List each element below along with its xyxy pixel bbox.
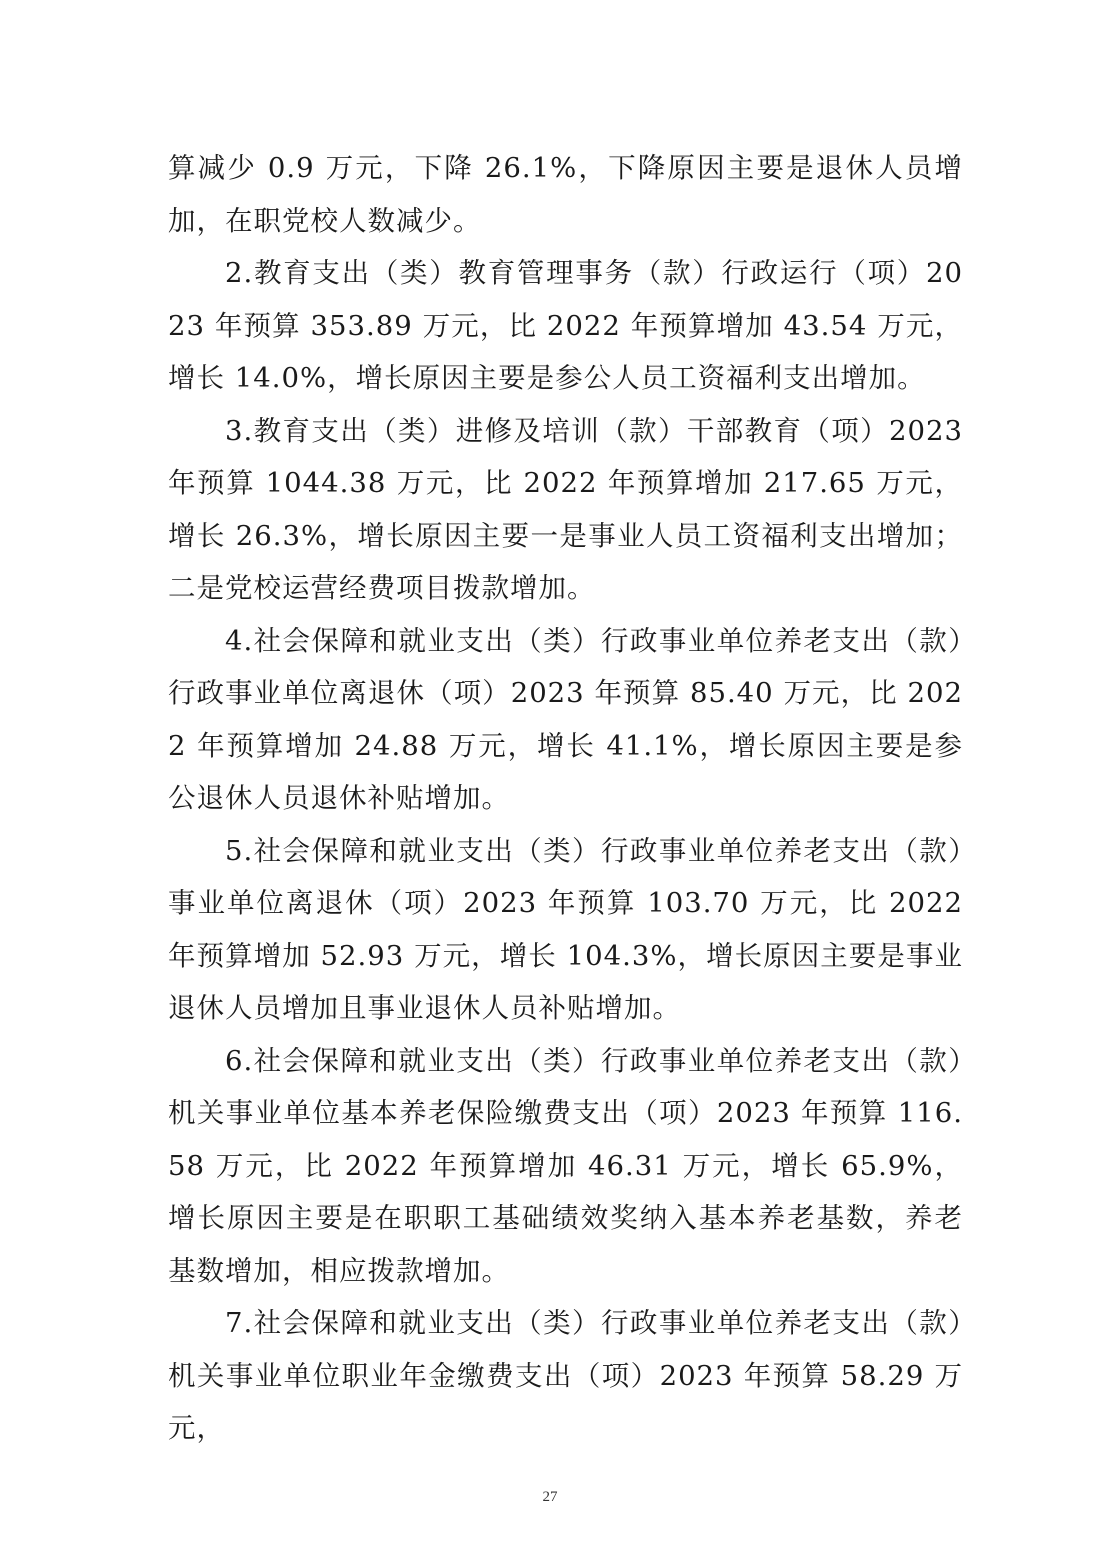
paragraph-item-3: 3.教育支出（类）进修及培训（款）干部教育（项）2023 年预算 1044.38 万元，比 2022 年预算增加 217.65 万元，增长 26.3%，增长原因主要一是事业人员工资福利支出增加；二是党校运营经费项目拨款增加。 <box>168 414 963 604</box>
paragraph-item-5: 5.社会保障和就业支出（类）行政事业单位养老支出（款）事业单位离退休（项）2023 年预算 103.70 万元，比 2022 年预算增加 52.93 万元，增长 104.3%，增长原因主要是事业退休人员增加且事业退休人员补贴增加。 <box>168 834 963 1024</box>
paragraph-item-4: 4.社会保障和就业支出（类）行政事业单位养老支出（款）行政事业单位离退休（项）2023 年预算 85.40 万元，比 2022 年预算增加 24.88 万元，增长 41.1%，增长原因主要是参公退休人员退休补贴增加。 <box>168 624 963 814</box>
paragraph-item-7: 7.社会保障和就业支出（类）行政事业单位养老支出（款）机关事业单位职业年金缴费支出（项）2023 年预算 58.29 万元， <box>168 1307 963 1444</box>
document-body <box>168 142 963 1455</box>
paragraph-continuation: 算减少 0.9 万元，下降 26.1%，下降原因主要是退休人员增加，在职党校人数减少。 <box>168 152 963 237</box>
paragraph-item-2: 2.教育支出（类）教育管理事务（款）行政运行（项）2023 年预算 353.89 万元，比 2022 年预算增加 43.54 万元，增长 14.0%，增长原因主要是参公人员工资福利支出增加。 <box>168 257 963 394</box>
paragraph-item-6: 6.社会保障和就业支出（类）行政事业单位养老支出（款）机关事业单位基本养老保险缴费支出（项）2023 年预算 116.58 万元，比 2022 年预算增加 46.31 万元，增长 65.9%，增长原因主要是在职职工基础绩效奖纳入基本养老基数，养老基数增加，相应拨款增加。 <box>168 1044 963 1287</box>
page-number: 27 <box>542 1489 558 1505</box>
